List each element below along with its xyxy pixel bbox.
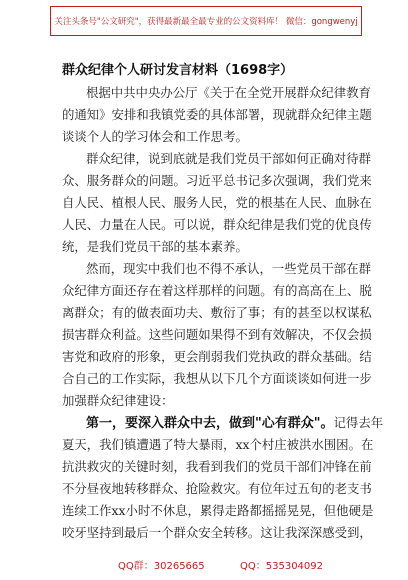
text-line: 众纪律方面还存在着这样那样的问题。有的高高在上、脱 [62, 283, 372, 298]
section-heading: 第一，要深入群众中去，做到"心有群众"。 [86, 416, 334, 431]
banner-text: 关注头条号"公文研究"，获得最新最全最专业的公文资料库！ 微信：gongwenyj [54, 17, 358, 27]
text-line: 众、服务群众的问题。习近平总书记多次强调，我们党来 [62, 173, 372, 188]
text-line: 夏天，我们镇遭遇了特大暴雨，xx个村庄被洪水围困。在 [62, 437, 374, 452]
text-line: 害党和政府的形象，更会削弱我们党执政的群众基础。结 [62, 349, 372, 364]
text-line: 离群众；有的做表面功夫、敷衍了事；有的甚至以权谋私 [62, 305, 372, 320]
text-line: 加强群众纪律建设： [62, 393, 174, 408]
text-line: 群众纪律，说到底就是我们党员干部如何正确对待群 [86, 151, 371, 166]
text-line: 统，是我们党员干部的基本素养。 [62, 239, 248, 254]
text-line: 人民、力量在人民。可以说，群众纪律是我们党的优良传 [62, 217, 372, 232]
text-line: 抗洪救灾的关键时刻，我看到我们的党员干部们冲锋在前 [62, 459, 372, 474]
text-line: 自人民、植根人民、服务人民，党的根基在人民、血脉在 [62, 195, 372, 210]
document-body [62, 82, 384, 544]
document-title: 群众纪律个人研讨发言材料（1698字） [62, 63, 294, 78]
text-line: 谈谈个人的学习体会和工作思考。 [62, 129, 248, 144]
section-heading-line [62, 412, 384, 434]
text-line: 损害群众利益。这些问题如果得不到有效解决，不仅会损 [62, 327, 372, 342]
text-line: 不分昼夜地转移群众、抢险救灾。有位年过五旬的老支书 [62, 481, 372, 496]
text-line: 然而，现实中我们也不得不承认，一些党员干部在群 [86, 261, 371, 276]
footer-qq-group: QQ群：30265665 [118, 561, 205, 572]
footer [0, 555, 408, 573]
footer-qq: QQ：535304092 [240, 561, 324, 572]
header-banner [50, 6, 362, 36]
text-line: 咬牙坚持到最后一个群众安全转移。这让我深深感受到， [62, 525, 372, 540]
text-line: 根据中共中央办公厅《关于在全党开展群众纪律教育 [86, 85, 371, 100]
text-run: 记得去年 [333, 415, 384, 430]
text-line: 连续工作xx小时不休息，累得走路都摇摇晃晃，但他硬是 [62, 503, 374, 518]
text-line: 的通知》安排和我镇党委的具体部署，现就群众纪律主题 [62, 107, 372, 122]
text-line: 合自己的工作实际，我想从以下几个方面谈谈如何进一步 [62, 371, 372, 386]
